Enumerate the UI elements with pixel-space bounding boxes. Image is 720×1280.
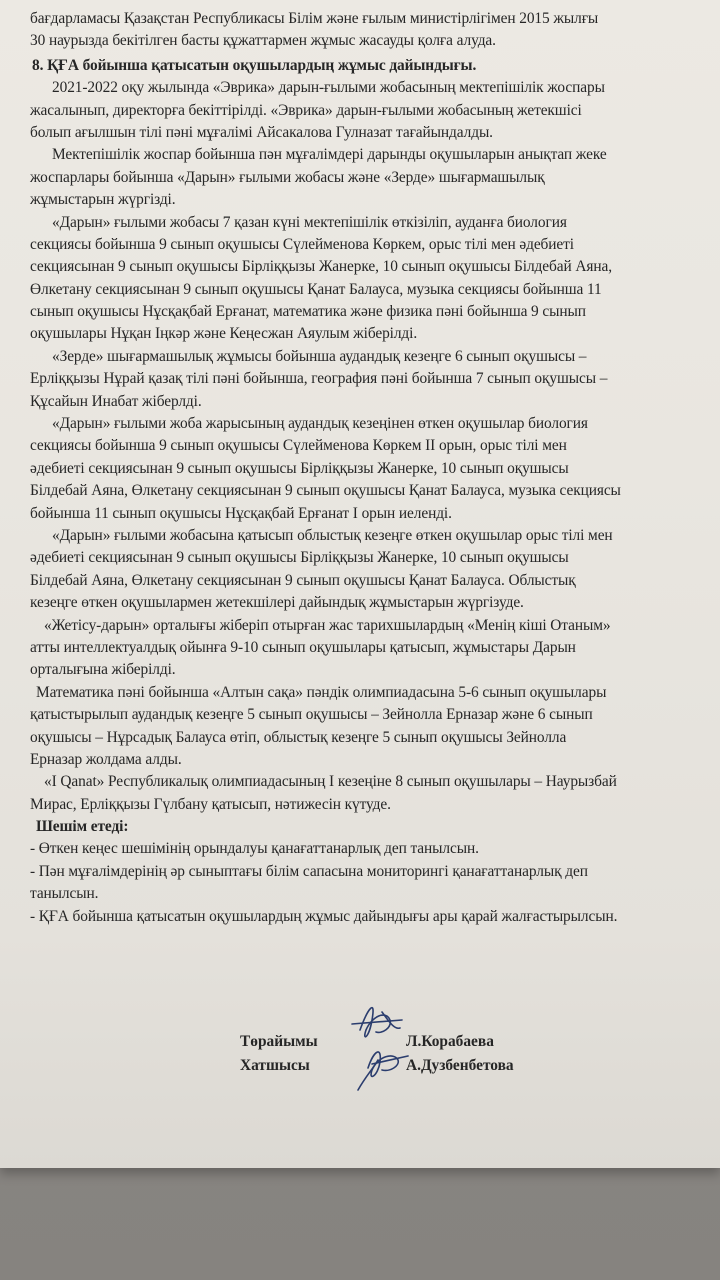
document-body (30, 8, 712, 928)
text-line: оқушылары Нұқан Іңкәр және Кеңесжан Аяулым жіберілді. (30, 325, 418, 343)
text-line: кезеңге өткен оқушылармен жетекшілері дайындық жұмыстарын жүргізуде. (30, 594, 524, 612)
text-line: Өлкетану секциясынан 9 сынып оқушысы Қанат Балауса, музыка секциясы бойынша 11 (30, 280, 602, 298)
text-line: әдебиеті секциясынан 9 сынып оқушысы Бірліққызы Жанерке, 10 сынып оқушысы (30, 549, 569, 567)
text-line: секциясы бойынша 9 сынып оқушысы Сүлейменова Көркем ІІ орын, орыс тілі мен (30, 437, 567, 455)
text-line: болып ағылшын тілі пәні мұғалімі Айсакалова Гулназат тағайындалды. (30, 123, 493, 141)
section-heading: Шешім етеді: (36, 818, 129, 836)
text-line: сынып оқушысы Нұсқақбай Ерғанат, математика және физика пәні бойынша 9 сынып (30, 303, 586, 321)
text-line: 2021-2022 оқу жылында «Эврика» дарын-ғылыми жобасының мектепішілік жоспары (52, 79, 605, 97)
text-line: жоспарлары бойынша «Дарын» ғылыми жобасы және «Зерде» шығармашылық (30, 168, 545, 186)
text-line: - Пән мұғалімдерінің әр сыныптағы білім сапасына мониторингі қанағаттанарлық деп (30, 862, 588, 880)
text-line: жасалынып, директорға бекіттірілді. «Эврика» дарын-ғылыми жобасының жетекшісі (30, 101, 582, 119)
text-line: Ерназар жолдама алды. (30, 750, 182, 768)
text-line: 30 наурызда бекітілген басты құжаттармен жұмыс жасауды қолға алуда. (30, 32, 496, 50)
text-line: орталығына жіберілді. (30, 661, 176, 679)
text-line: секциясы бойынша 9 сынып оқушысы Сүлейменова Көркем, орыс тілі мен әдебиеті (30, 235, 574, 253)
text-line: Ерліққызы Нұрай қазақ тілі пәні бойынша, география пәні бойынша 7 сынып оқушысы – (30, 370, 608, 388)
text-line: бойынша 11 сынып оқушысы Нұсқақбай Ерғанат І орын иеленді. (30, 504, 452, 522)
text-line: «Дарын» ғылыми жобасына қатысып облыстық кезеңге өткен оқушылар орыс тілі мен (52, 526, 613, 544)
text-line: танылсын. (30, 885, 99, 903)
text-line: Білдебай Аяна, Өлкетану секциясынан 9 сынып оқушысы Қанат Балауса, музыка секциясы (30, 482, 621, 500)
text-line: - Өткен кеңес шешімінің орындалуы қанағаттанарлық деп танылсын. (30, 840, 479, 858)
text-line: Мирас, Ерліққызы Гүлбану қатысып, нәтижесін күтуде. (30, 795, 391, 813)
text-line: бағдарламасы Қазақстан Республикасы Білім және ғылым министірлігімен 2015 жылғы (30, 10, 599, 27)
text-line: Математика пәні бойынша «Алтын сақа» пәндік олимпиадасына 5-6 сынып оқушылары (36, 683, 607, 701)
text-line: - ҚҒА бойынша қатысатын оқушылардың жұмыс дайындығы ары қарай жалғастырылсын. (30, 907, 618, 925)
text-line: атты интеллектуалдық ойынға 9-10 сынып оқушылары қатысып, жұмыстары Дарын (30, 638, 576, 656)
text-line: «Зерде» шығармашылық жұмысы бойынша аудандық кезеңге 6 сынып оқушысы – (52, 347, 587, 365)
text-line: әдебиеті секциясынан 9 сынып оқушысы Бірліққызы Жанерке, 10 сынып оқушысы (30, 459, 569, 477)
text-line: Мектепішілік жоспар бойынша пән мұғалімдері дарынды оқушыларын анықтап жеке (52, 146, 607, 164)
text-line: жұмыстарын жүргізді. (30, 191, 176, 209)
text-line: Білдебай Аяна, Өлкетану секциясынан 9 сынып оқушысы Қанат Балауса. Облыстық (30, 571, 576, 589)
secretary-name: А.Дузбенбетова (406, 1057, 514, 1074)
text-line: «Жетісу-дарын» орталығы жіберіп отырған жас тарихшылардың «Менің кіші Отаным» (44, 616, 611, 634)
secretary-role: Хатшысы (240, 1057, 310, 1074)
text-line: «Дарын» ғылыми жобасы 7 қазан күні мектепішілік өткізіліп, ауданға биология (52, 213, 567, 231)
secretary-signature-row (240, 1054, 600, 1078)
text-line: «I Qanat» Республикалық олимпиадасының І кезеңіне 8 сынып оқушылары – Наурызбай (44, 773, 617, 791)
text-line: «Дарын» ғылыми жоба жарысының аудандық кезеңінен өткен оқушылар биология (52, 415, 588, 433)
chair-signature-row (240, 1030, 600, 1054)
text-line: Құсайын Инабат жіберлді. (30, 392, 202, 410)
chair-name: Л.Корабаева (406, 1033, 494, 1050)
text-line: қатыстырылып аудандық кезеңге 5 сынып оқушысы – Зейнолла Ерназар және 6 сынып (30, 706, 593, 724)
text-line: секциясынан 9 сынып оқушысы Бірліққызы Жанерке, 10 сынып оқушысы Білдебай Аяна, (30, 258, 612, 276)
signature-block (240, 1030, 600, 1078)
chair-role: Төрайымы (240, 1033, 318, 1050)
section-heading: 8. ҚҒА бойынша қатысатын оқушылардың жұмыс дайындығы. (32, 56, 477, 74)
text-line: оқушысы – Нұрсадық Балауса өтіп, облыстық кезеңге 5 сынып оқушысы Зейнолла (30, 728, 567, 746)
